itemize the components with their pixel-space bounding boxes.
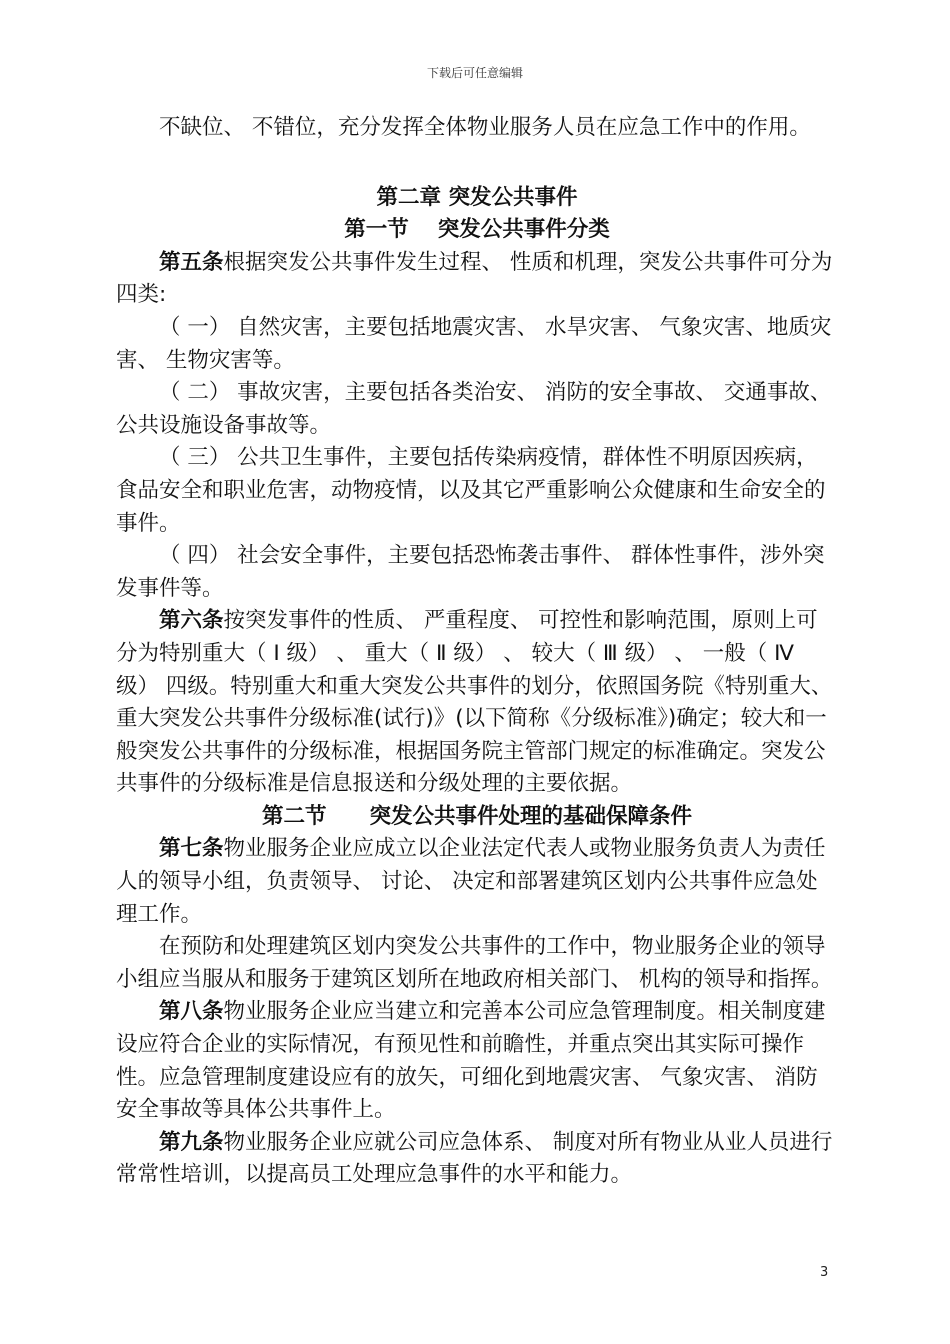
document-body	[116, 112, 838, 1192]
article-7-label: 第七条	[159, 836, 224, 862]
article-6-text: 按突发事件的性质、 严重程度、 可控性和影响范围，原则上可分为特别重大（ Ⅰ 级） 、 重大（ Ⅱ 级） 、 较大（ Ⅲ 级） 、 一般（ Ⅳ 级） 四级。特别重大和重大突发公共事件的划分，依照国务院《特别重大、 重大突发公共事件分级标准(试行)》(以下简称《分级标准》)确定；较大和一般突发公共事件的分级标准，根据国务院主管部门规定的标准确定。突发公共事件的分级标准是信息报送和分级处理的主要依据。	[116, 608, 833, 797]
article-5-text: 根据突发公共事件发生过程、 性质和机理，突发公共事件可分为四类:	[116, 249, 833, 308]
article-7	[116, 833, 838, 931]
article-5-label: 第五条	[159, 249, 224, 275]
article-8-label: 第八条	[159, 999, 224, 1025]
chapter-title: 第二章 突发公共事件	[376, 184, 578, 210]
article-5-item-4: （ 四） 社会安全事件，主要包括恐怖袭击事件、 群体性事件，涉外突发事件等。	[116, 543, 825, 601]
page-header-note: 下载后可任意编辑	[426, 66, 523, 80]
article-9	[116, 1127, 838, 1192]
section-title-1: 第一节 突发公共事件分类	[344, 217, 610, 243]
article-5-item-3: （ 三） 公共卫生事件，主要包括传染病疫情，群体性不明原因疾病， 食品安全和职业危害，动物疫情，以及其它严重影响公众健康和生命安全的事件。	[116, 445, 826, 536]
article-9-label: 第九条	[159, 1129, 224, 1155]
article-7-paragraph-2: 在预防和处理建筑区划内突发公共事件的工作中，物业服务企业的领导小组应当服从和服务于建筑区划所在地政府相关部门、 机构的领导和指挥。	[116, 934, 833, 992]
article-9-text: 物业服务企业应就公司应急体系、 制度对所有物业从业人员进行常常性培训，以提高员工处理应急事件的水平和能力。	[116, 1129, 833, 1188]
article-5	[116, 247, 838, 312]
article-6-label: 第六条	[159, 608, 224, 634]
intro-line: 不缺位、 不错位，充分发挥全体物业服务人员在应急工作中的作用。	[159, 115, 811, 140]
page-number: 3	[820, 1265, 829, 1280]
section-title-2: 第二节 突发公共事件处理的基础保障条件	[261, 803, 692, 829]
article-7-text: 物业服务企业应成立以企业法定代表人或物业服务负责人为责任人的领导小组，负责领导、 讨论、 决定和部署建筑区划内公共事件应急处理工作。	[116, 836, 826, 927]
article-8	[116, 996, 838, 1126]
article-6	[116, 605, 838, 801]
article-8-text: 物业服务企业应当建立和完善本公司应急管理制度。相关制度建设应符合企业的实际情况，有预见性和前瞻性，并重点突出其实际可操作性。应急管理制度建设应有的放矢，可细化到地震灾害、 气象灾害、 消防安全事故等具体公共事件上。	[116, 999, 826, 1123]
article-5-item-2: （ 二） 事故灾害，主要包括各类治安、 消防的安全事故、 交通事故、 公共设施设备事故等。	[116, 380, 832, 438]
article-5-item-1: （ 一） 自然灾害，主要包括地震灾害、 水旱灾害、 气象灾害、地质灾害、 生物灾害等。	[116, 314, 832, 373]
